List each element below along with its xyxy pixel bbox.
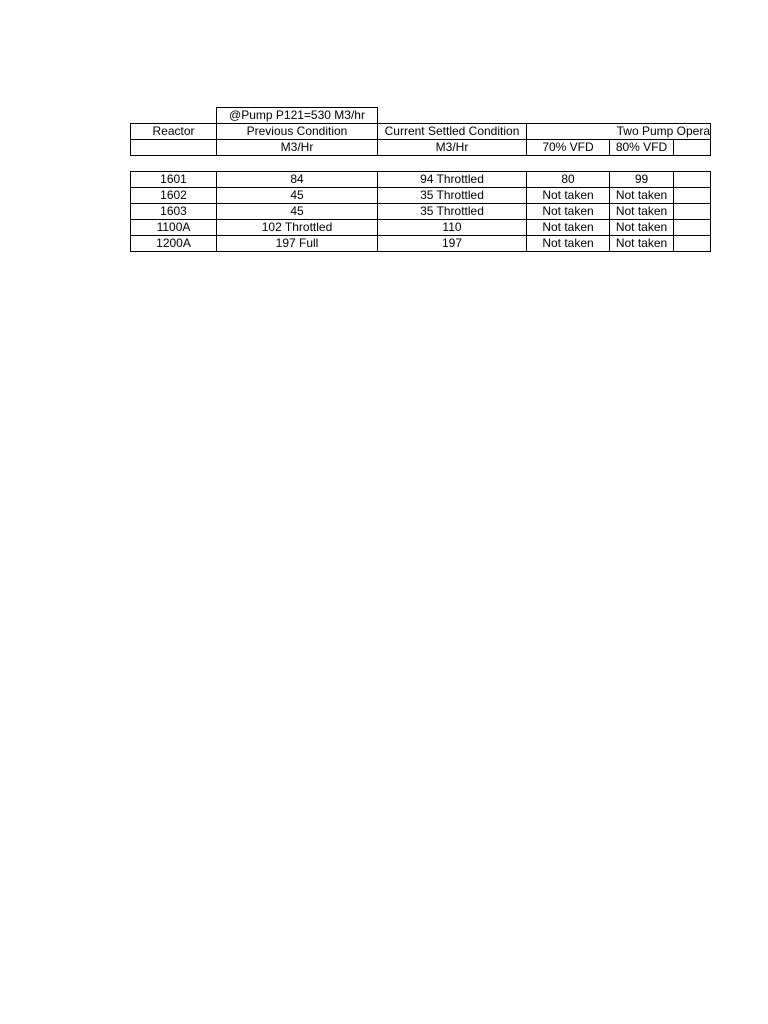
cell-vfd-80: Not taken	[610, 188, 674, 204]
cell-vfd-70: Not taken	[527, 188, 610, 204]
cell-vfd-80: Not taken	[610, 220, 674, 236]
cell-vfd-80: Not taken	[610, 236, 674, 252]
table-row	[131, 188, 711, 204]
units-current: M3/Hr	[378, 140, 527, 156]
empty-cell	[378, 108, 527, 124]
units-row	[131, 140, 711, 156]
cell-vfd-70: Not taken	[527, 220, 610, 236]
header-previous-condition: Previous Condition	[217, 124, 378, 140]
cell-previous: 45	[217, 204, 378, 220]
cell-previous: 45	[217, 188, 378, 204]
cell-vfd-80: Not taken	[610, 204, 674, 220]
empty-cell	[610, 108, 674, 124]
units-previous: M3/Hr	[217, 140, 378, 156]
spacer-cell	[131, 156, 711, 172]
empty-cell	[674, 108, 711, 124]
cell-reactor: 1603	[131, 204, 217, 220]
cell-extra	[674, 236, 711, 252]
header-reactor: Reactor	[131, 124, 217, 140]
empty-cell	[131, 108, 217, 124]
empty-cell	[527, 108, 610, 124]
table-row	[131, 236, 711, 252]
units-extra	[674, 140, 711, 156]
units-vfd-80: 80% VFD	[610, 140, 674, 156]
cell-vfd-70: Not taken	[527, 204, 610, 220]
units-vfd-70: 70% VFD	[527, 140, 610, 156]
cell-reactor: 1100A	[131, 220, 217, 236]
cell-previous: 102 Throttled	[217, 220, 378, 236]
cell-previous: 84	[217, 172, 378, 188]
cell-current: 35 Throttled	[378, 204, 527, 220]
cell-extra	[674, 220, 711, 236]
cell-reactor: 1200A	[131, 236, 217, 252]
cell-current: 35 Throttled	[378, 188, 527, 204]
table-row	[131, 204, 711, 220]
cell-current: 94 Throttled	[378, 172, 527, 188]
table-row	[131, 172, 711, 188]
cell-previous: 197 Full	[217, 236, 378, 252]
header-current-condition: Current Settled Condition	[378, 124, 527, 140]
cell-current: 110	[378, 220, 527, 236]
cell-extra	[674, 172, 711, 188]
units-reactor	[131, 140, 217, 156]
cell-current: 197	[378, 236, 527, 252]
cell-extra	[674, 204, 711, 220]
cell-reactor: 1601	[131, 172, 217, 188]
header-two-pump-operation: Two Pump Opera	[527, 124, 711, 140]
cell-vfd-80: 99	[610, 172, 674, 188]
flow-table	[130, 107, 711, 252]
cell-extra	[674, 188, 711, 204]
header-row	[131, 124, 711, 140]
table-row	[131, 220, 711, 236]
note-row	[131, 108, 711, 124]
spreadsheet-region	[130, 107, 710, 252]
pump-note-cell: @Pump P121=530 M3/hr	[217, 108, 378, 124]
cell-reactor: 1602	[131, 188, 217, 204]
spacer-row	[131, 156, 711, 172]
cell-vfd-70: 80	[527, 172, 610, 188]
cell-vfd-70: Not taken	[527, 236, 610, 252]
